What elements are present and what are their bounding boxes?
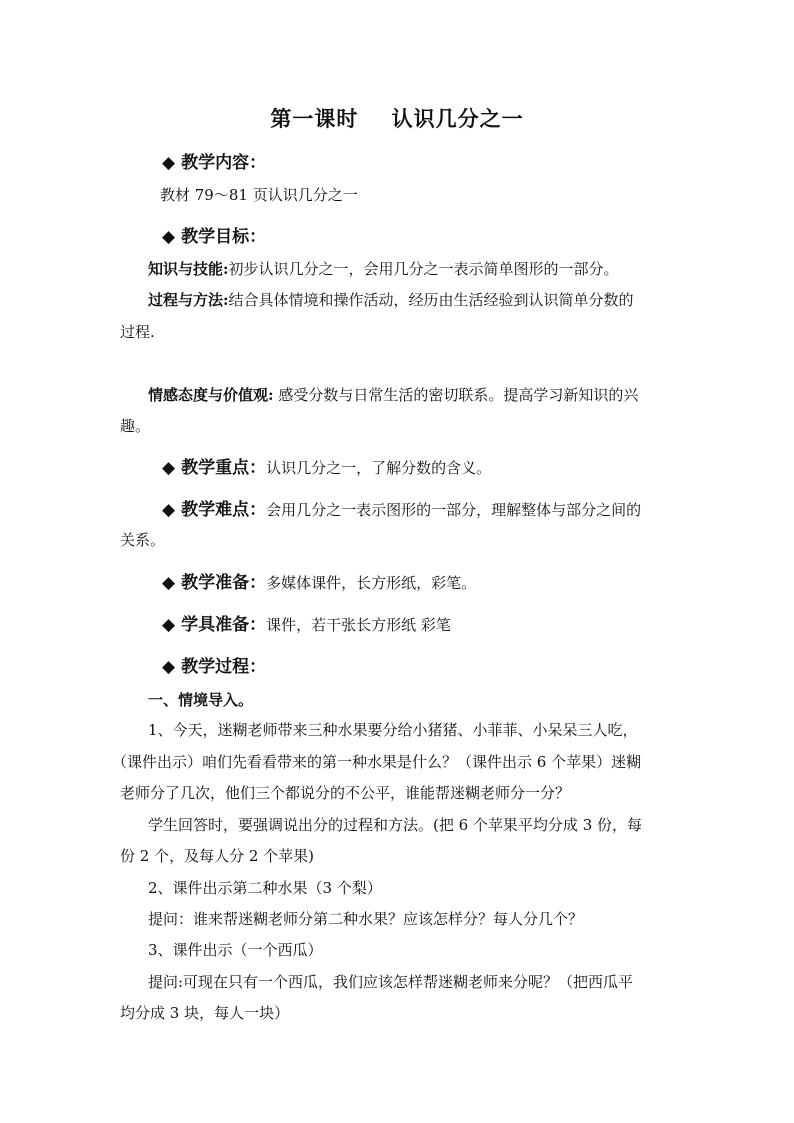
procedure-line: 老师分了几次，他们三个都说分的不公平，谁能帮迷糊老师分一分？ <box>120 784 571 802</box>
diamond-bullet-icon: ◆ <box>162 573 176 593</box>
preparation-text: 多媒体课件，长方形纸，彩笔。 <box>266 574 477 592</box>
student-tools-text: 课件，若干张长方形纸 彩笔 <box>266 616 451 634</box>
diamond-bullet-icon: ◆ <box>162 458 176 478</box>
key-point-text: 认识几分之一，了解分数的含义。 <box>266 459 492 477</box>
heading-label: 教学内容： <box>181 153 267 173</box>
diamond-bullet-icon: ◆ <box>162 615 176 635</box>
diamond-bullet-icon: ◆ <box>162 500 176 520</box>
diamond-bullet-icon: ◆ <box>162 153 176 173</box>
heading-teaching-goals <box>162 222 266 247</box>
goal-process-text: 结合具体情境和操作活动，经历由生活经验到认识简单分数的 <box>228 291 634 309</box>
diamond-bullet-icon: ◆ <box>162 227 176 247</box>
heading-label: 教学目标： <box>181 227 267 247</box>
teaching-content-text: 教材 79～81 页认识几分之一 <box>160 186 358 204</box>
heading-preparation <box>162 568 476 593</box>
procedure-line: 学生回答时，要强调说出分的过程和方法。(把 6 个苹果平均分成 3 份，每 <box>148 816 643 834</box>
section-situation-intro: 一、情境导入。 <box>148 691 254 709</box>
procedure-line: （课件出示）咱们先看看带来的第一种水果是什么？（课件出示 6 个苹果）迷糊 <box>112 753 642 771</box>
heading-label: 教学重点： <box>181 458 267 478</box>
goal-knowledge-label: 知识与技能: <box>148 260 229 278</box>
goal-emotion-text: 感受分数与日常生活的密切联系。提高学习新知识的兴 <box>273 386 639 404</box>
diamond-bullet-icon: ◆ <box>162 657 176 677</box>
heading-label: 教学准备： <box>181 573 267 593</box>
procedure-line: 提问：谁来帮迷糊老师分第二种水果？应该怎样分？每人分几个？ <box>148 910 584 928</box>
goal-process-label: 过程与方法: <box>148 291 229 309</box>
heading-student-tools <box>162 610 451 635</box>
procedure-line: 提问:可现在只有一个西瓜，我们应该怎样帮迷糊老师来分呢？（把西瓜平 <box>148 973 634 991</box>
heading-key-point <box>162 453 491 478</box>
procedure-line: 1、今天，迷糊老师带来三种水果要分给小猪猪、小菲菲、小呆呆三人吃， <box>148 721 638 739</box>
goal-emotion-cont: 趣。 <box>120 417 151 435</box>
goal-knowledge-text: 初步认识几分之一，会用几分之一表示简单图形的一部分。 <box>228 260 619 278</box>
goal-knowledge <box>148 259 619 279</box>
lesson-title: 第一课时 认识几分之一 <box>270 106 524 131</box>
heading-teaching-content <box>162 148 266 173</box>
heading-difficulty <box>162 495 641 520</box>
procedure-line: 均分成 3 块，每人一块） <box>120 1004 290 1022</box>
heading-label: 学具准备： <box>181 615 267 635</box>
goal-emotion <box>148 385 638 405</box>
heading-label: 教学难点： <box>181 500 267 520</box>
procedure-line: 2、课件出示第二种水果（3 个梨） <box>148 879 382 897</box>
heading-procedure <box>162 652 266 677</box>
goal-process <box>148 290 634 310</box>
goal-emotion-label: 情感态度与价值观: <box>148 386 274 404</box>
heading-label: 教学过程： <box>181 657 267 677</box>
difficulty-cont: 关系。 <box>120 531 166 549</box>
procedure-line: 份 2 个，及每人分 2 个苹果) <box>120 847 315 865</box>
difficulty-text: 会用几分之一表示图形的一部分，理解整体与部分之间的 <box>266 501 642 519</box>
goal-process-cont: 过程. <box>120 323 155 341</box>
procedure-line: 3、课件出示（一个西瓜） <box>148 941 323 959</box>
